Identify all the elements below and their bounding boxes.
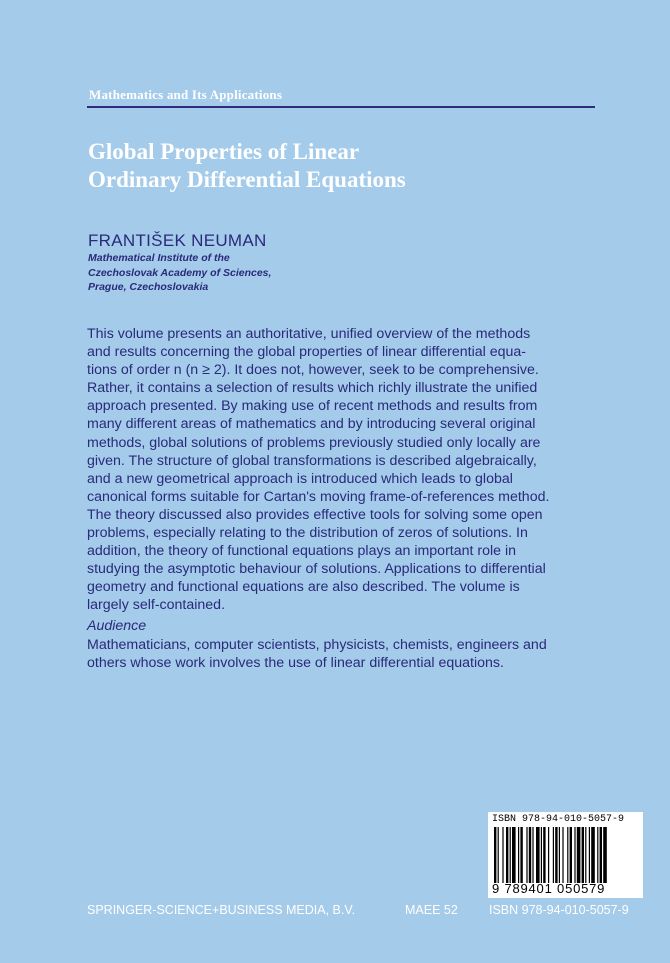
audience-line: others whose work involves the use of linear differential equations. [87, 655, 504, 672]
barcode-digits: 9 789401 050579 [492, 881, 606, 896]
abstract-line: approach presented. By making use of recent methods and results from [87, 398, 538, 415]
abstract-line: addition, the theory of functional equations plays an important role in [87, 543, 517, 560]
barcode-bar [543, 827, 545, 883]
abstract-line: given. The structure of global transformations is described algebraically, [87, 452, 537, 469]
abstract [87, 325, 595, 615]
barcode-bar [574, 827, 575, 883]
title-line-1: Global Properties of Linear [88, 139, 360, 164]
barcode-bar [518, 827, 519, 883]
barcode-bar [512, 827, 516, 883]
audience-text [87, 636, 547, 672]
barcode-bar [520, 827, 522, 883]
abstract-line: problems, especially relating to the distribution of zeros of solutions. In [87, 525, 528, 542]
abstract-line: many different areas of mathematics and by introducing several original [87, 416, 536, 433]
audience-line: Mathematicians, computer scientists, physicists, chemists, engineers and [87, 637, 547, 653]
publisher-name: SPRINGER-SCIENCE+BUSINESS MEDIA, B.V. [87, 903, 356, 917]
series-divider [87, 106, 595, 108]
barcode-bar [510, 827, 511, 883]
audience-heading: Audience [87, 618, 147, 634]
barcode-bar [536, 827, 540, 883]
barcode-bar [494, 827, 496, 883]
barcode-bar [591, 827, 595, 883]
abstract-line: tions of order n (n ≥ 2). It does not, however, seek to be comprehensive. [87, 362, 539, 379]
affiliation-line: Mathematical Institute of the [88, 252, 230, 264]
barcode-isbn-label: ISBN 978-94-010-5057-9 [492, 814, 625, 825]
title-line-2: Ordinary Differential Equations [88, 167, 406, 192]
barcode-bar [603, 827, 607, 883]
barcode-bar [585, 827, 586, 883]
barcode-bar [541, 827, 542, 883]
book-title [88, 138, 406, 194]
affiliation-line: Czechoslovak Academy of Sciences, [88, 266, 272, 279]
abstract-line: methods, global solutions of problems previously studied only locally are [87, 434, 541, 451]
barcode-bar [600, 827, 602, 883]
barcode-bar [597, 827, 598, 883]
barcode-bar [555, 827, 557, 883]
barcode-bar [526, 827, 527, 883]
abstract-line: geometry and functional equations are also described. The volume is [87, 579, 520, 596]
abstract-line: The theory discussed also provides effective tools for solving some open [87, 506, 543, 523]
barcode-bar [532, 827, 533, 883]
abstract-line: studying the asymptotic behaviour of solutions. Applications to differential [87, 561, 546, 578]
barcode-bar [553, 827, 554, 883]
abstract-line: and results concerning the global properties of linear differential equa- [87, 344, 527, 361]
abstract-line: Rather, it contains a selection of results which richly illustrate the unified [87, 380, 538, 397]
footer-isbn: ISBN 978-94-010-5057-9 [489, 903, 629, 917]
barcode-bar [506, 827, 508, 883]
barcode-bar [567, 827, 568, 883]
barcode-bar [570, 827, 572, 883]
abstract-line: largely self-contained. [87, 597, 226, 614]
affiliation-line: Prague, Czechoslovakia [88, 281, 209, 293]
barcode-bar [548, 827, 549, 883]
isbn-barcode [488, 812, 643, 898]
author-name: FRANTIŠEK NEUMAN [88, 231, 267, 250]
abstract-line: This volume presents an authoritative, unified overview of the methods [87, 326, 531, 342]
barcode-bar [502, 827, 503, 883]
barcode-bar [582, 827, 584, 883]
barcode-bar [589, 827, 590, 883]
barcode-bar [498, 827, 499, 883]
abstract-line: canonical forms suitable for Cartan's moving frame-of-references method. [87, 488, 550, 505]
author-affiliation [88, 251, 271, 295]
barcode-bar [559, 827, 560, 883]
barcode-bar [529, 827, 531, 883]
barcode-bars [494, 827, 637, 883]
abstract-line: and a new geometrical approach is introduced which leads to global [87, 470, 513, 487]
series-name: Mathematics and Its Applications [89, 87, 283, 102]
barcode-bar [577, 827, 581, 883]
barcode-bar [562, 827, 563, 883]
series-code: MAEE 52 [405, 903, 458, 917]
